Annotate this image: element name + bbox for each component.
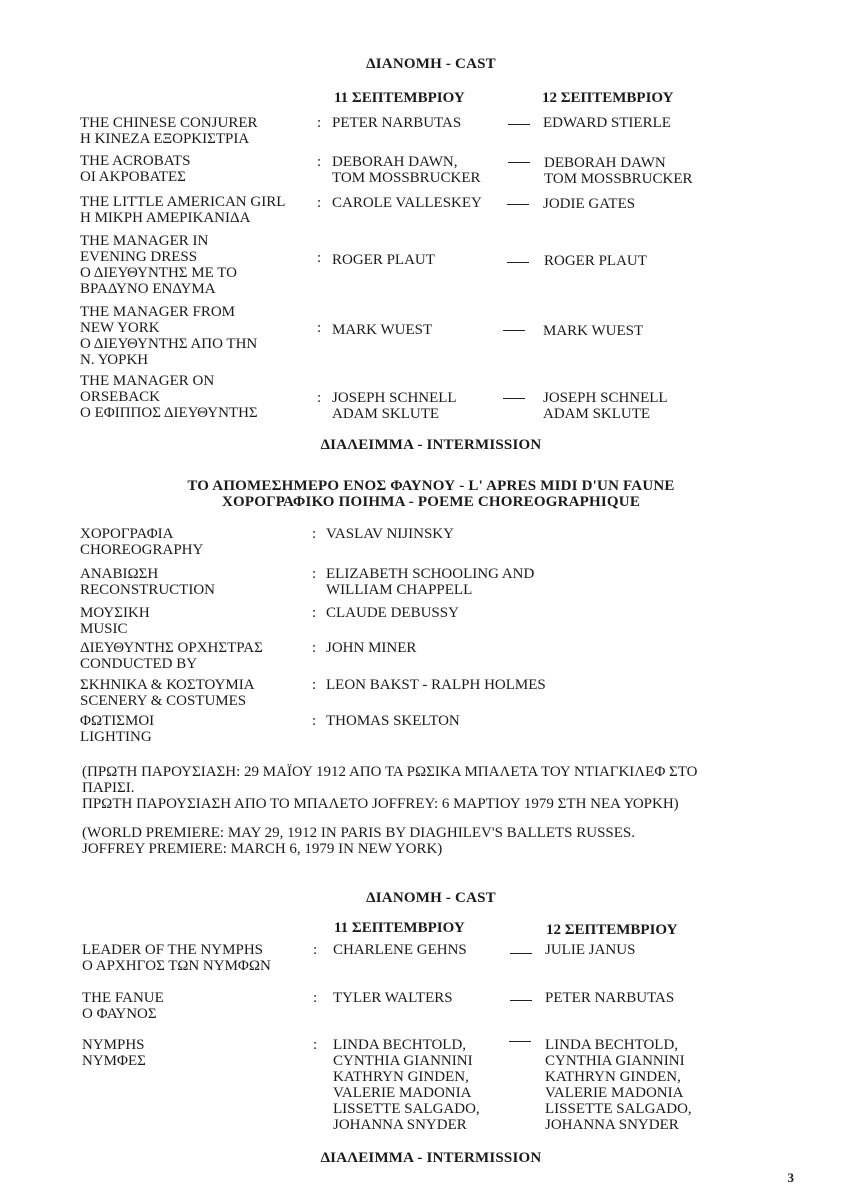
credit-label: ΔΙΕΥΘΥΝΤΗΣ ΟΡΧΗΣΤΡΑΣ CONDUCTED BY bbox=[80, 640, 263, 672]
dash-separator bbox=[509, 1041, 531, 1042]
dash-separator bbox=[510, 953, 532, 954]
cast-performer-sep12: LINDA BECHTOLD, CYNTHIA GIANNINI KATHRYN GINDEN, VALERIE MADONIA LISSETTE SALGADO, JOHANNA SNYDER bbox=[545, 1037, 692, 1133]
cast-performer-sep12: PETER NARBUTAS bbox=[545, 990, 675, 1006]
credit-value: THOMAS SKELTON bbox=[326, 713, 460, 729]
cast-performer-sep11: JOSEPH SCHNELL ADAM SKLUTE bbox=[332, 390, 457, 422]
ballet-subtitle: ΧΟΡΟΓΡΑΦΙΚΟ ΠΟΙΗΜΑ - POEME CHOREOGRAPHIQUE bbox=[221, 494, 641, 510]
cast-role: THE FANUE Ο ΦΑΥΝΟΣ bbox=[82, 990, 164, 1022]
cast-heading: ΔΙΑΝΟΜΗ - CAST bbox=[366, 890, 496, 906]
premiere-note-english: (WORLD PREMIERE: MAY 29, 1912 IN PARIS BY DIAGHILEV'S BALLETS RUSSES. JOFFREY PREMIERE: MARCH 6, 1979 IN NEW YORK) bbox=[82, 825, 636, 857]
cast-performer-sep12: EDWARD STIERLE bbox=[543, 115, 671, 131]
credit-value: ELIZABETH SCHOOLING AND WILLIAM CHAPPELL bbox=[326, 566, 535, 598]
cast-performer-sep12: JODIE GATES bbox=[543, 196, 636, 212]
colon-separator: : bbox=[312, 640, 317, 656]
dash-separator bbox=[510, 1000, 532, 1001]
colon-separator: : bbox=[312, 677, 317, 693]
cast-date-column-2: 12 ΣΕΠΤΕΜΒΡΙΟΥ bbox=[542, 90, 674, 106]
page-number: 3 bbox=[787, 1170, 794, 1185]
colon-separator: : bbox=[312, 605, 317, 621]
cast-performer-sep11: LINDA BECHTOLD, CYNTHIA GIANNINI KATHRYN GINDEN, VALERIE MADONIA LISSETTE SALGADO, JOHANNA SNYDER bbox=[333, 1037, 480, 1133]
cast-performer-sep12: JOSEPH SCHNELL ADAM SKLUTE bbox=[543, 390, 668, 422]
cast-role: NYMPHS ΝΥΜΦΕΣ bbox=[82, 1037, 146, 1069]
cast-role: THE MANAGER FROM NEW YORK Ο ΔΙΕΥΘΥΝΤΗΣ ΑΠΟ ΤΗΝ Ν. ΥΟΡΚΗ bbox=[80, 304, 258, 368]
colon-separator: : bbox=[317, 154, 322, 170]
dash-separator bbox=[508, 162, 530, 163]
credit-value: JOHN MINER bbox=[326, 640, 417, 656]
cast-date-column-2: 12 ΣΕΠΤΕΜΒΡΙΟΥ bbox=[546, 922, 678, 938]
cast-date-column-1: 11 ΣΕΠΤΕΜΒΡΙΟΥ bbox=[334, 920, 465, 936]
credit-label: ΑΝΑΒΙΩΣΗ RECONSTRUCTION bbox=[80, 566, 216, 598]
cast-date-column-1: 11 ΣΕΠΤΕΜΒΡΙΟΥ bbox=[334, 90, 465, 106]
colon-separator: : bbox=[317, 320, 322, 336]
cast-performer-sep12: MARK WUEST bbox=[543, 323, 644, 339]
cast-performer-sep11: CAROLE VALLESKEY bbox=[332, 195, 482, 211]
colon-separator: : bbox=[313, 990, 318, 1006]
credit-value: LEON BAKST - RALPH HOLMES bbox=[326, 677, 546, 693]
colon-separator: : bbox=[312, 526, 317, 542]
cast-performer-sep11: ROGER PLAUT bbox=[332, 252, 435, 268]
dash-separator bbox=[507, 262, 529, 263]
credit-value: VASLAV NIJINSKY bbox=[326, 526, 454, 542]
colon-separator: : bbox=[317, 250, 322, 266]
dash-separator bbox=[503, 398, 525, 399]
cast-performer-sep12: ROGER PLAUT bbox=[544, 253, 647, 269]
credit-label: ΜΟΥΣΙΚΗ MUSIC bbox=[80, 605, 150, 637]
cast-performer-sep11: PETER NARBUTAS bbox=[332, 115, 462, 131]
cast-role: THE MANAGER ON ORSEBACK Ο ΕΦΙΠΠΟΣ ΔΙΕΥΘΥΝΤΗΣ bbox=[80, 373, 258, 421]
ballet-title: ΤΟ ΑΠΟΜΕΣΗΜΕΡΟ ΕΝΟΣ ΦΑΥΝΟΥ - L' APRES MIDI D'UN FAUNE bbox=[187, 478, 675, 494]
cast-role: LEADER OF THE NYMPHS Ο ΑΡΧΗΓΟΣ ΤΩΝ ΝΥΜΦΩΝ bbox=[82, 942, 271, 974]
colon-separator: : bbox=[313, 1037, 318, 1053]
cast-performer-sep11: CHARLENE GEHNS bbox=[333, 942, 467, 958]
cast-role: THE MANAGER IN EVENING DRESS Ο ΔΙΕΥΘΥΝΤΗΣ ΜΕ ΤΟ ΒΡΑΔΥΝΟ ΕΝΔΥΜΑ bbox=[80, 233, 237, 297]
colon-separator: : bbox=[317, 390, 322, 406]
cast-performer-sep12: JULIE JANUS bbox=[545, 942, 636, 958]
credit-value: CLAUDE DEBUSSY bbox=[326, 605, 459, 621]
cast-heading: ΔΙΑΝΟΜΗ - CAST bbox=[366, 56, 496, 72]
cast-performer-sep11: MARK WUEST bbox=[332, 322, 433, 338]
intermission-heading: ΔΙΑΛΕΙΜΜΑ - INTERMISSION bbox=[320, 1150, 542, 1166]
dash-separator bbox=[508, 124, 530, 125]
premiere-note-greek: (ΠΡΩΤΗ ΠΑΡΟΥΣΙΑΣΗ: 29 ΜΑΪΟΥ 1912 ΑΠΟ ΤΑ ΡΩΣΙΚΑ ΜΠΑΛΕΤΑ ΤΟΥ ΝΤΙΑΓΚΙΛΕΦ ΣΤΟ ΠΑΡΙΣΙ. ΠΡΩΤΗ ΠΑΡΟΥΣΙΑΣΗ ΑΠΟ ΤΟ ΜΠΑΛΕΤΟ JOFFREY: 6 ΜΑΡΤΙΟΥ 1979 ΣΤΗ ΝΕΑ ΥΟΡΚΗ) bbox=[82, 764, 698, 812]
intermission-heading: ΔΙΑΛΕΙΜΜΑ - INTERMISSION bbox=[320, 437, 542, 453]
colon-separator: : bbox=[317, 195, 322, 211]
colon-separator: : bbox=[313, 942, 318, 958]
dash-separator bbox=[507, 204, 529, 205]
credit-label: ΣΚΗΝΙΚΑ & ΚΟΣΤΟΥΜΙΑ SCENERY & COSTUMES bbox=[80, 677, 255, 709]
cast-role: THE CHINESE CONJURER Η ΚΙΝΕΖΑ ΕΞΟΡΚΙΣΤΡΙΑ bbox=[80, 115, 258, 147]
credit-label: ΦΩΤΙΣΜΟΙ LIGHTING bbox=[80, 713, 155, 745]
cast-role: THE ACROBATS ΟΙ ΑΚΡΟΒΑΤΕΣ bbox=[80, 153, 191, 185]
cast-performer-sep12: DEBORAH DAWN TOM MOSSBRUCKER bbox=[544, 155, 693, 187]
cast-performer-sep11: TYLER WALTERS bbox=[333, 990, 453, 1006]
colon-separator: : bbox=[312, 566, 317, 582]
cast-performer-sep11: DEBORAH DAWN, TOM MOSSBRUCKER bbox=[332, 154, 481, 186]
colon-separator: : bbox=[312, 713, 317, 729]
credit-label: ΧΟΡΟΓΡΑΦΙΑ CHOREOGRAPHY bbox=[80, 526, 204, 558]
cast-role: THE LITTLE AMERICAN GIRL Η ΜΙΚΡΗ ΑΜΕΡΙΚΑΝΙΔΑ bbox=[80, 194, 286, 226]
dash-separator bbox=[503, 330, 525, 331]
colon-separator: : bbox=[317, 115, 322, 131]
